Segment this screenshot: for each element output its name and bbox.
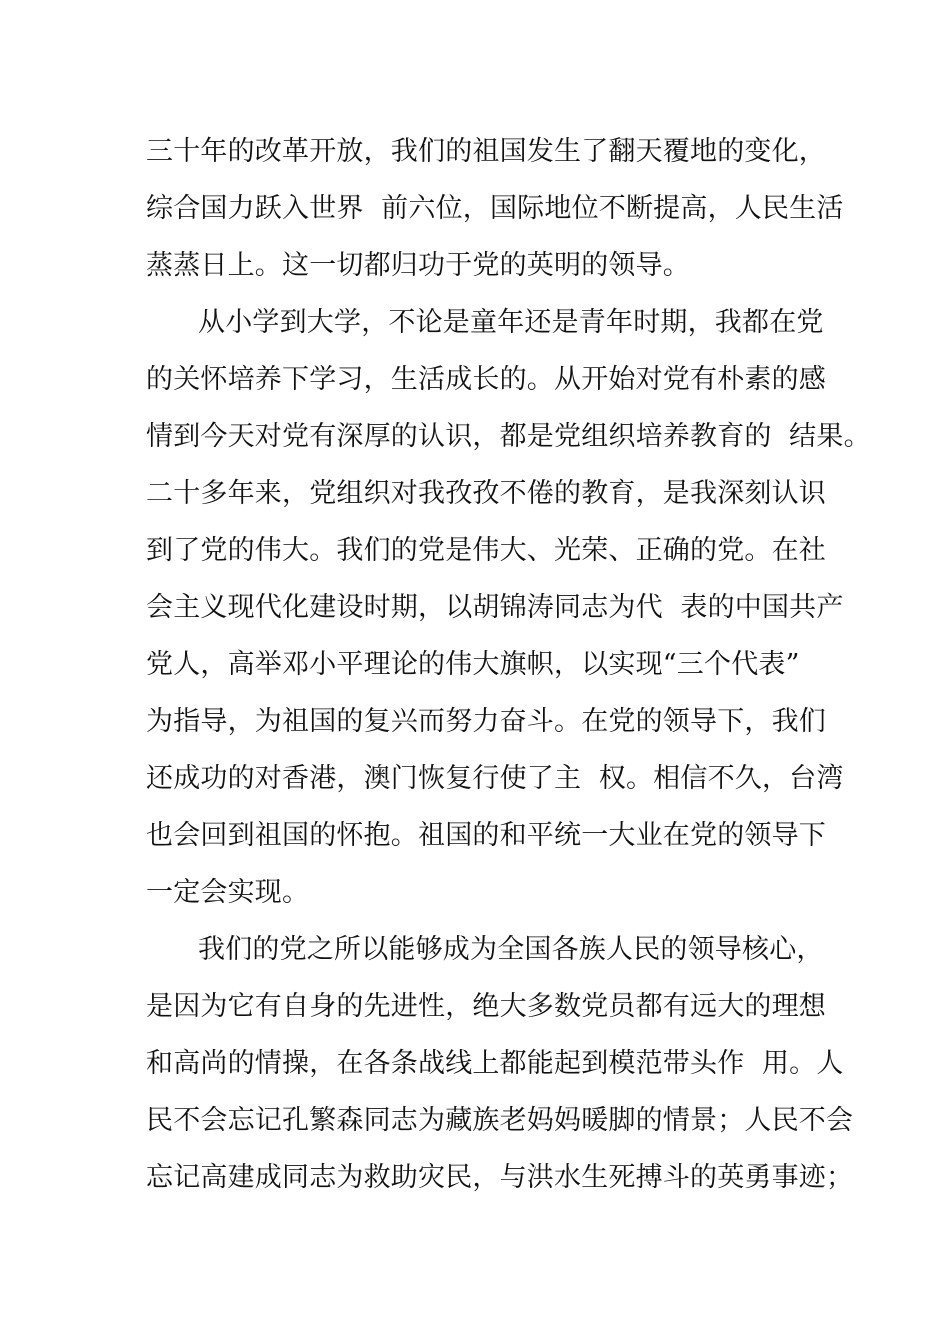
text-line: 党人，高举邓小平理论的伟大旗帜，以实现“三个代表”	[146, 649, 800, 680]
paragraph-start-line: 从小学到大学，不论是童年还是青年时期，我都在党	[198, 307, 824, 338]
text-line: 三十年的改革开放，我们的祖国发生了翻天覆地的变化，	[146, 136, 826, 167]
text-line: 还成功的对香港，澳门恢复行使了主 权。相信不久，台湾	[146, 763, 844, 794]
text-line: 的关怀培养下学习，生活成长的。从开始对党有朴素的感	[146, 364, 826, 395]
text-line: 是因为它有自身的先进性，绝大多数党员都有远大的理想	[146, 991, 826, 1022]
text-line: 为指导，为祖国的复兴而努力奋斗。在党的领导下，我们	[146, 706, 826, 737]
text-line: 到了党的伟大。我们的党是伟大、光荣、正确的党。在社	[146, 535, 826, 566]
paragraph-start-line: 我们的党之所以能够成为全国各族人民的领导核心，	[198, 934, 824, 965]
text-line: 也会回到祖国的怀抱。祖国的和平统一大业在党的领导下	[146, 820, 826, 851]
text-line: 情到今天对党有深厚的认识，都是党组织培养教育的 结果。	[146, 421, 871, 452]
text-line: 综合国力跃入世界 前六位，国际地位不断提高，人民生活	[146, 193, 844, 224]
text-line: 忘记高建成同志为救助灾民，与洪水生死搏斗的英勇事迹；	[146, 1162, 854, 1193]
text-line: 蒸蒸日上。这一切都归功于党的英明的领导。	[146, 250, 690, 281]
text-line: 一定会实现。	[146, 877, 310, 908]
text-line: 和高尚的情操，在各条战线上都能起到模范带头作 用。人	[146, 1048, 844, 1079]
text-line: 民不会忘记孔繁森同志为藏族老妈妈暖脚的情景；人民不会	[146, 1105, 854, 1136]
text-line: 会主义现代化建设时期，以胡锦涛同志为代 表的中国共产	[146, 592, 844, 623]
text-line: 二十多年来，党组织对我孜孜不倦的教育，是我深刻认识	[146, 478, 826, 509]
